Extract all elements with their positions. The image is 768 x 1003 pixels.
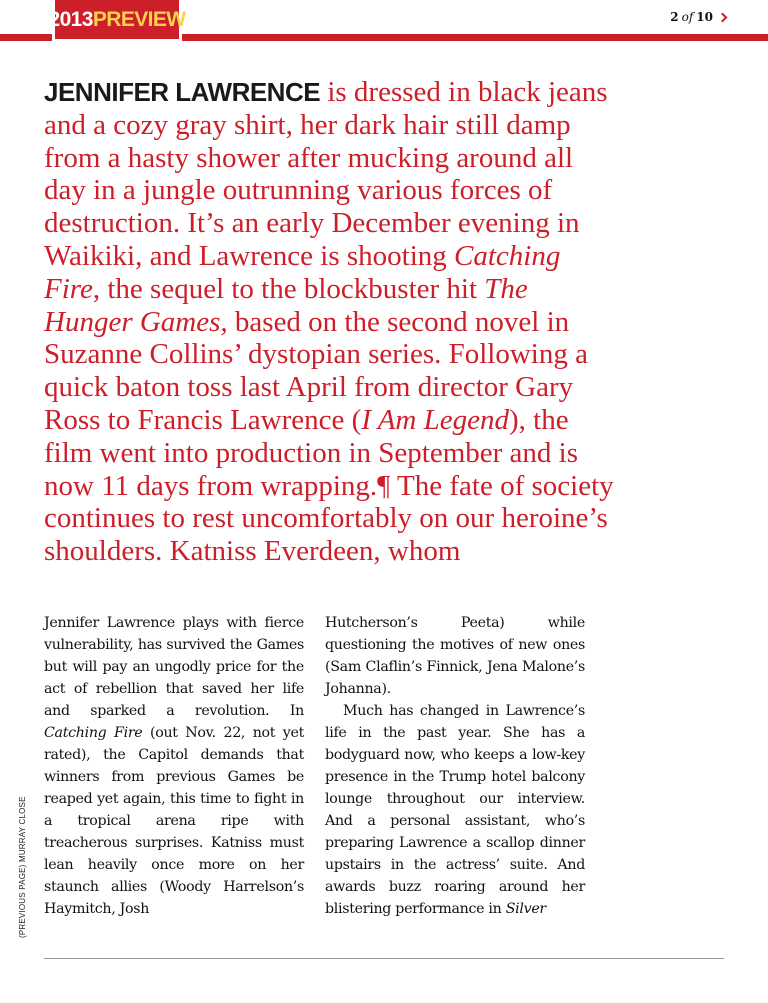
lead-text-2: , the sequel to the blockbuster hit xyxy=(92,272,485,305)
body-column-right xyxy=(325,612,585,920)
lead-text-4: ), the film went into production in September and is now 11 days from wrapping.¶ The fate of society continues to rest uncomfortably on our heroine’s shoulders. Katniss Everdeen, whom xyxy=(44,403,614,568)
body-paragraph: Hutcherson’s Peeta) while questioning the motives of new ones (Sam Claflin’s Finnick, Jena Malone’s Johanna). xyxy=(325,615,585,697)
lead-italic-2: The Hunger Games, xyxy=(44,272,528,338)
lead-text-3: based on the second novel in Suzanne Collins’ dystopian series. Following a quick baton toss last April from director Gary Ross to Francis Lawrence ( xyxy=(44,305,588,436)
footer-rule xyxy=(44,958,724,959)
next-page-icon[interactable] xyxy=(718,12,728,22)
body-text: (out Nov. 22, not yet rated), the Capitol demands that winners from previous Games be reaped yet again, this time to fight in a tropical arena ripe with treacherous surprises. Katniss must lean heavily once more on her staunch allies (Woody Harrelson’s Haymitch, Josh xyxy=(44,725,304,917)
body-paragraph xyxy=(44,612,304,920)
page-of: of xyxy=(681,10,694,24)
lead-italic-1: Catching Fire xyxy=(44,239,561,305)
body-italic: Catching Fire xyxy=(44,725,143,741)
photo-credit: (PREVIOUS PAGE) MURRAY CLOSE xyxy=(18,796,27,938)
badge-year: 2013 xyxy=(48,7,93,31)
body-column-left xyxy=(44,612,304,920)
page-current: 2 xyxy=(670,10,679,24)
lead-text-1: is dressed in black jeans and a cozy gray shirt, her dark hair still damp from a hasty shower after mucking around all day in a jungle outrunning various forces of destruction. It’s an early December evening in Waikiki, and Lawrence is shooting xyxy=(44,76,608,272)
body-paragraph xyxy=(325,700,585,920)
section-badge xyxy=(48,0,186,42)
lead-paragraph xyxy=(44,76,614,568)
body-italic: Silver xyxy=(505,901,546,917)
page-total: 10 xyxy=(696,10,713,24)
body-text: Jennifer Lawrence plays with fierce vulnerability, has survived the Games but will pay an ungodly price for the act of rebellion that saved her life and sparked a revolution. In xyxy=(44,615,304,719)
body-text: Much has changed in Lawrence’s life in the past year. She has a bodyguard now, who keeps a low-key presence in the Trump hotel balcony lounge throughout our interview. And a personal assistant, who’s preparing Lawrence a scallop dinner upstairs in the actress’ suite. And awards buzz roaring around her blistering performance in xyxy=(325,703,585,917)
page-indicator xyxy=(670,8,726,26)
badge-word: PREVIEW xyxy=(92,7,186,31)
lead-name: JENNIFER LAWRENCE xyxy=(44,77,321,107)
lead-italic-3: I Am Legend xyxy=(361,403,509,436)
